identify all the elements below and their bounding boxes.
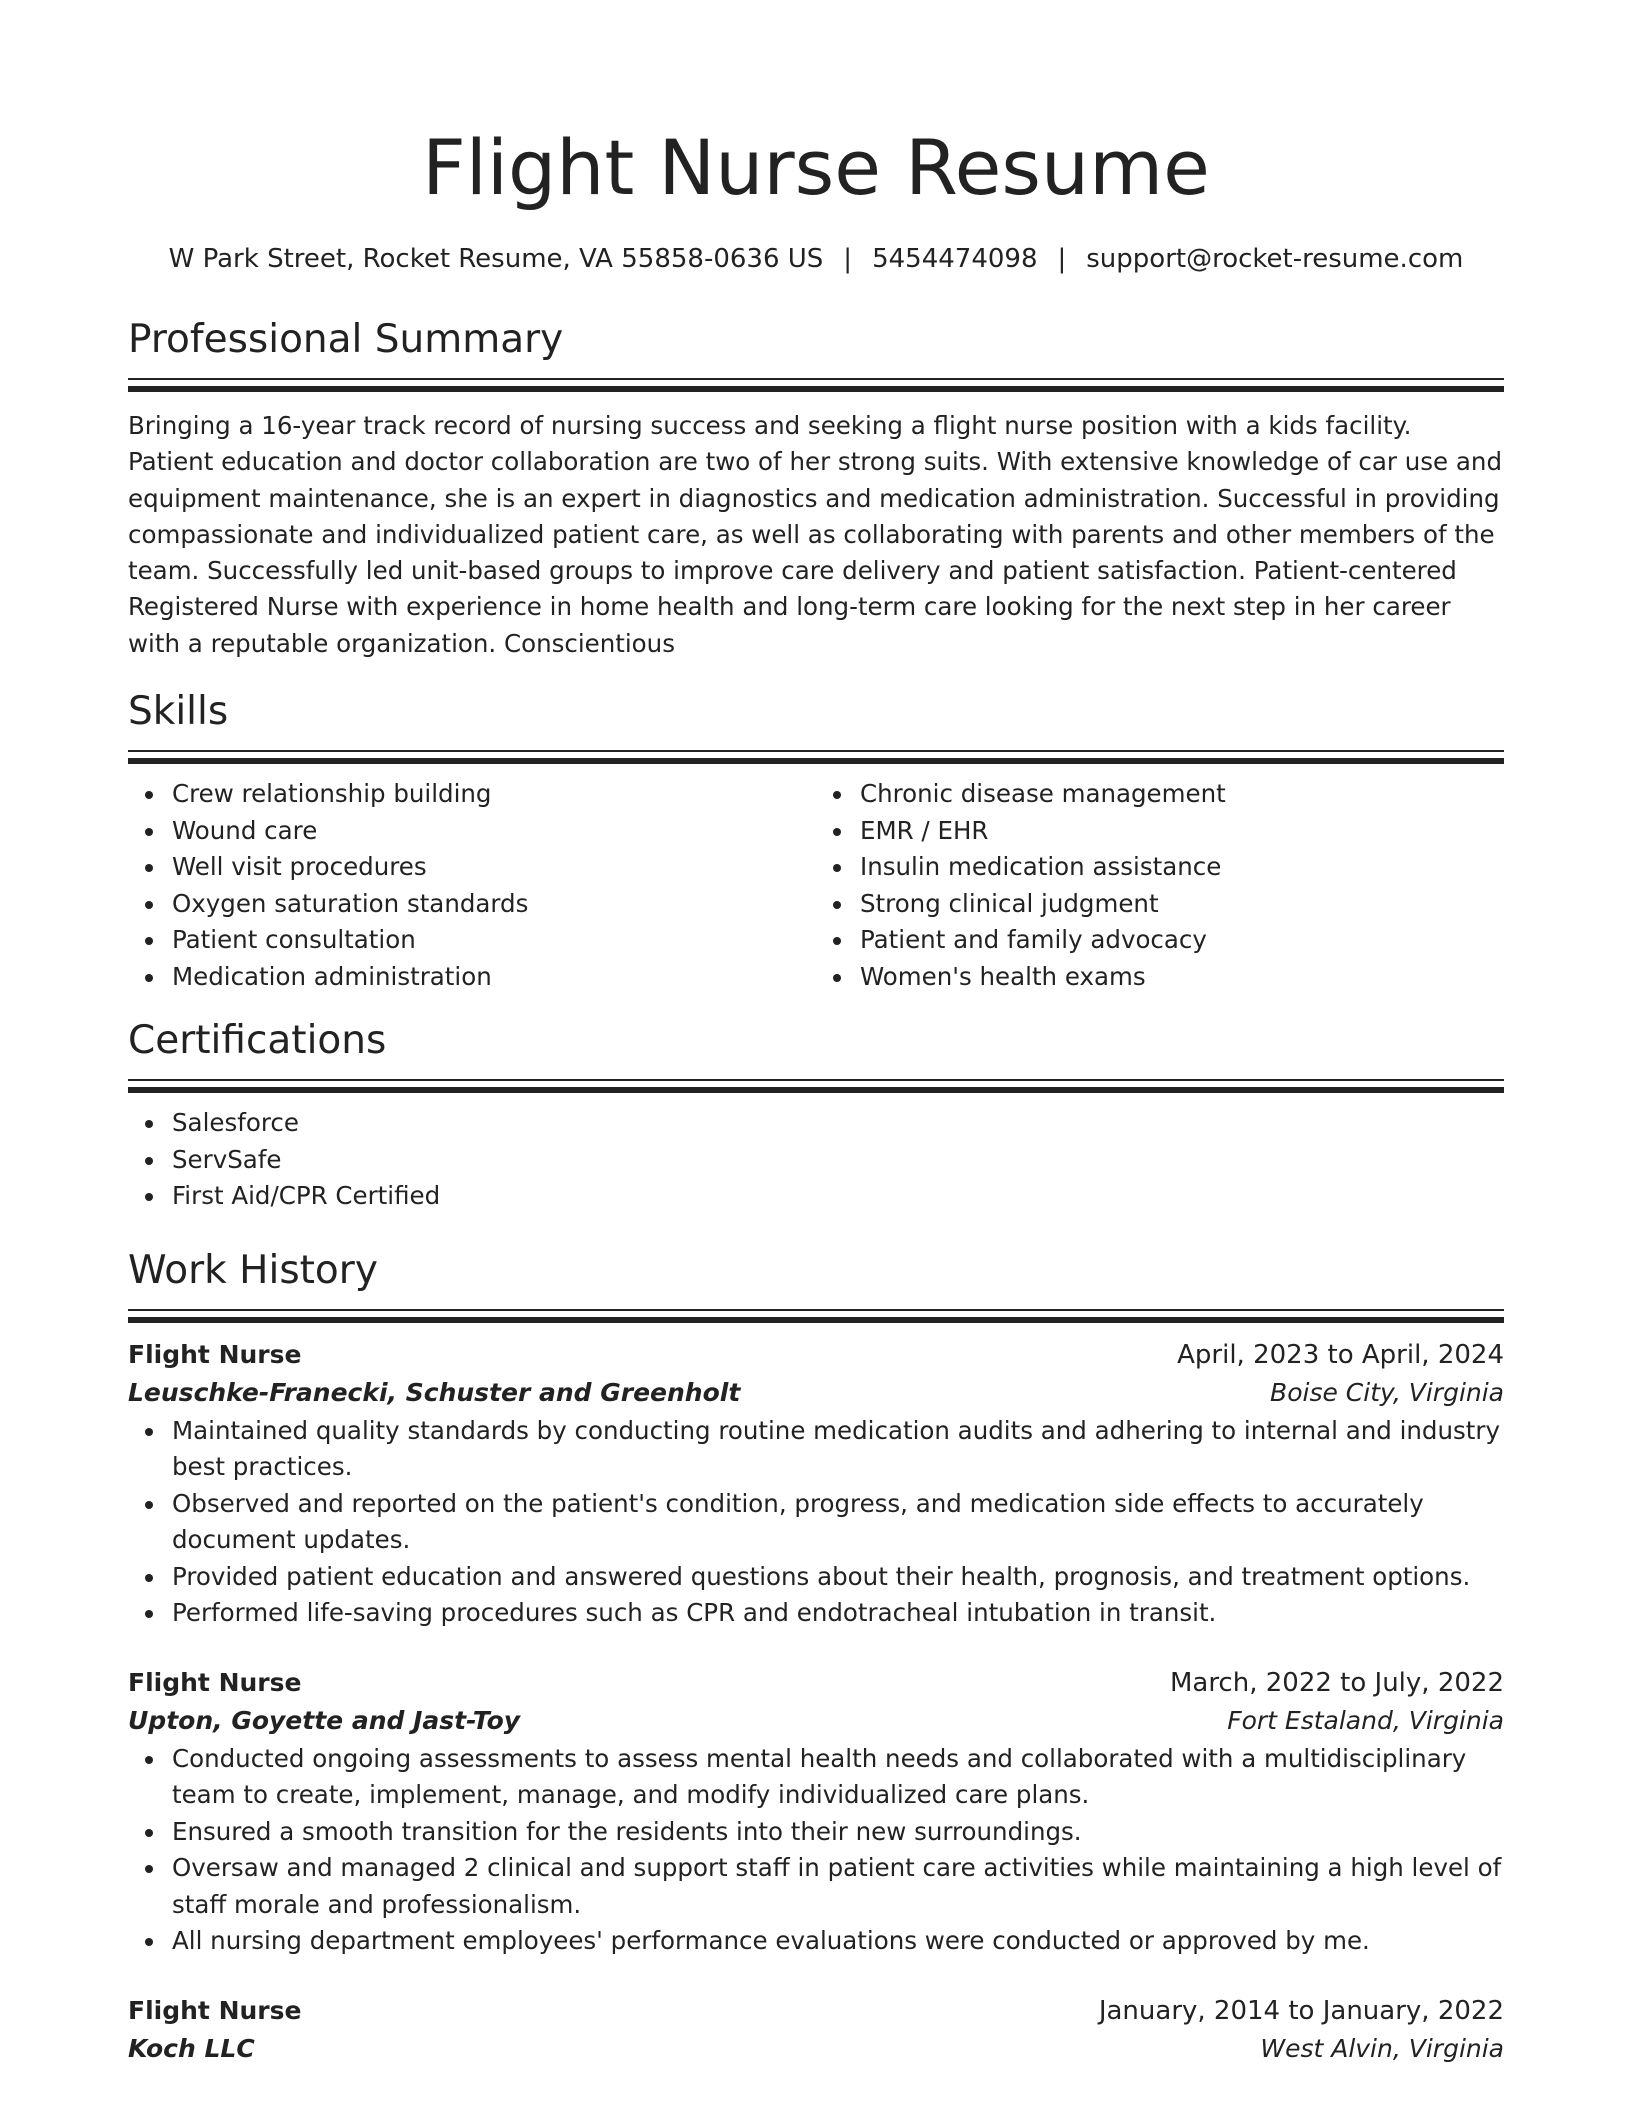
job-company: Koch LLC xyxy=(128,2033,255,2063)
contact-phone: 5454474098 xyxy=(872,244,1038,274)
skill-item: Medication administration xyxy=(172,959,816,996)
job-dates: January, 2014 to January, 2022 xyxy=(1098,1995,1504,2026)
job-bullet: Oversaw and managed 2 clinical and support staff in patient care activities while maintaining a high level of staff morale and professionalism. xyxy=(172,1850,1504,1923)
job-entry xyxy=(128,1337,1504,1632)
job-entry xyxy=(128,1665,1504,1960)
job-location: West Alvin, Virginia xyxy=(1260,2033,1504,2063)
contact-address: W Park Street, Rocket Resume, VA 55858-0636 US xyxy=(168,244,824,274)
job-location: Boise City, Virginia xyxy=(1270,1377,1504,1407)
section-divider xyxy=(128,750,1504,764)
job-bullet: Observed and reported on the patient's condition, progress, and medication side effects to accurately document updates. xyxy=(172,1486,1504,1559)
skills-right-column xyxy=(816,776,1504,995)
skill-item: Insulin medication assistance xyxy=(860,849,1504,886)
job-header-row xyxy=(128,1993,1504,2029)
skill-item: Patient consultation xyxy=(172,922,816,959)
job-bullet: All nursing department employees' performance evaluations were conducted or approved by me. xyxy=(172,1923,1504,1960)
job-title: Flight Nurse xyxy=(128,1339,302,1369)
certifications-heading: Certifications xyxy=(128,1018,387,1064)
job-bullet: Conducted ongoing assessments to assess mental health needs and collaborated with a multidisciplinary team to create, implement, manage, and modify individualized care plans. xyxy=(172,1741,1504,1814)
section-divider xyxy=(128,1309,1504,1323)
job-dates: March, 2022 to July, 2022 xyxy=(1169,1667,1504,1698)
summary-section xyxy=(128,314,1504,662)
skill-item: Strong clinical judgment xyxy=(860,886,1504,923)
skill-item: Patient and family advocacy xyxy=(860,922,1504,959)
skill-item: Women's health exams xyxy=(860,959,1504,996)
certification-item: Salesforce xyxy=(172,1105,1504,1142)
job-bullet: Maintained quality standards by conducting routine medication audits and adhering to internal and industry best practices. xyxy=(172,1413,1504,1486)
job-company-row xyxy=(128,1373,1504,1413)
job-entry xyxy=(128,1993,1504,2069)
contact-email: support@rocket-resume.com xyxy=(1086,244,1464,274)
work-history-section xyxy=(128,1245,1504,2069)
skill-item: Chronic disease management xyxy=(860,776,1504,813)
skills-grid xyxy=(128,776,1504,995)
job-bullet: Performed life-saving procedures such as CPR and endotracheal intubation in transit. xyxy=(172,1595,1504,1632)
summary-text: Bringing a 16-year track record of nursing success and seeking a flight nurse position with a kids facility. Patient education and doctor collaboration are two of her strong suits. With extensive knowledge of car use and equipment maintenance, she is an expert in diagnostics and medication administration. Successful in providing compassionate and individualized patient care, as well as collaborating with parents and other members of the team. Successfully led unit-based groups to improve care delivery and patient satisfaction. Patient-centered Registered Nurse with experience in home health and long-term care looking for the next step in her career with a reputable organization. Conscientious xyxy=(128,411,1503,658)
job-company: Upton, Goyette and Jast-Toy xyxy=(128,1705,521,1735)
skill-item: Oxygen saturation standards xyxy=(172,886,816,923)
resume-title: Flight Nurse Resume xyxy=(422,123,1210,212)
job-bullet: Ensured a smooth transition for the residents into their new surroundings. xyxy=(172,1814,1504,1851)
contact-line xyxy=(128,242,1504,276)
summary-heading: Professional Summary xyxy=(128,317,564,362)
certifications-section xyxy=(128,1015,1504,1215)
skills-left-column xyxy=(128,776,816,995)
certification-item: First Aid/CPR Certified xyxy=(172,1178,1504,1215)
work-history-heading: Work History xyxy=(128,1247,378,1293)
section-divider xyxy=(128,378,1504,392)
skill-item: Crew relationship building xyxy=(172,776,816,813)
skill-item: EMR / EHR xyxy=(860,813,1504,850)
job-dates: April, 2023 to April, 2024 xyxy=(1177,1339,1504,1370)
contact-separator: | xyxy=(843,244,853,274)
job-header-row xyxy=(128,1337,1504,1373)
job-location: Fort Estaland, Virginia xyxy=(1227,1705,1504,1735)
job-company-row xyxy=(128,1701,1504,1741)
contact-separator: | xyxy=(1057,244,1067,274)
job-bullets xyxy=(128,1741,1504,1960)
section-divider xyxy=(128,1079,1504,1093)
certification-item: ServSafe xyxy=(172,1142,1504,1179)
job-company: Leuschke-Franecki, Schuster and Greenholt xyxy=(128,1377,741,1407)
job-bullets xyxy=(128,1413,1504,1632)
job-company-row xyxy=(128,2029,1504,2069)
job-title: Flight Nurse xyxy=(128,1667,302,1697)
skill-item: Well visit procedures xyxy=(172,849,816,886)
job-title: Flight Nurse xyxy=(128,1995,302,2025)
skills-heading: Skills xyxy=(128,689,229,735)
skills-section xyxy=(128,686,1504,995)
skill-item: Wound care xyxy=(172,813,816,850)
job-header-row xyxy=(128,1665,1504,1701)
job-bullet: Provided patient education and answered questions about their health, prognosis, and treatment options. xyxy=(172,1559,1504,1596)
certifications-list xyxy=(128,1105,1504,1215)
